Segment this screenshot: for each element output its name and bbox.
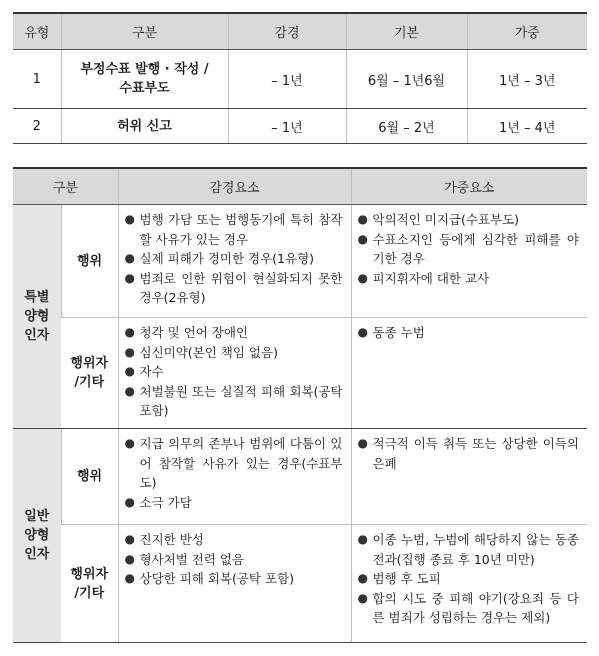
- list-item: ● 심신미약(본인 책임 없음): [125, 343, 343, 363]
- table-row: [13, 109, 587, 144]
- table-row: [13, 525, 587, 643]
- category-line: 부정수표 발행 · 작성 /: [80, 62, 209, 77]
- type-cell: 1: [13, 50, 61, 109]
- list-item: ● 합의 시도 중 피해 야기(강요죄 등 다른 범죄가 성립하는 경우는 제외): [357, 590, 579, 625]
- list-item: ● 청각 및 언어 장애인: [125, 323, 343, 343]
- category-cell: [61, 50, 228, 109]
- group-label-special: [13, 205, 61, 429]
- aggravating-cell: [351, 205, 587, 318]
- header-reduction: 감경: [228, 13, 346, 50]
- subcategory-cell: [61, 205, 118, 318]
- bullet-icon: ●: [124, 494, 135, 509]
- header-category: 구분: [13, 168, 118, 205]
- aggravating-list: [358, 210, 580, 288]
- list-item: ● 적극적 이득 취득 또는 상당한 이득의 은폐: [357, 436, 579, 471]
- subcategory-cell: [61, 318, 118, 429]
- aggravating-list: [358, 434, 580, 473]
- bullet-icon: ●: [124, 325, 135, 339]
- table-row: [13, 318, 587, 429]
- list-item: ● 범행 가담 또는 범행동기에 특히 참작할 사유가 있는 경우: [124, 212, 343, 247]
- reduction-cell: – 1년: [228, 109, 346, 144]
- group-label-line: 일반: [24, 509, 50, 524]
- aggravation-cell: 1년 – 3년: [467, 50, 587, 109]
- type-cell: 2: [13, 109, 61, 144]
- category-line: 허위 신고: [117, 118, 172, 134]
- list-item: ● 형사처벌 전력 없음: [125, 550, 343, 570]
- category-cell: [61, 109, 228, 144]
- bullet-icon: ●: [124, 383, 135, 398]
- table1-header-row: [13, 13, 587, 50]
- header-mitigating: 감경요소: [118, 168, 351, 205]
- header-category: 구분: [61, 13, 228, 50]
- mitigating-cell: [118, 525, 351, 643]
- mitigating-list: [125, 434, 343, 512]
- bullet-icon: ●: [124, 364, 135, 378]
- sentencing-factors-table: [13, 167, 587, 643]
- subcategory-line: /기타: [74, 585, 105, 601]
- list-item: ● 처벌불원 또는 실질적 피해 회복(공탁 포함): [124, 383, 343, 418]
- header-type: 유형: [13, 13, 61, 50]
- aggravating-cell: [351, 318, 587, 429]
- header-basic: 기본: [346, 13, 467, 50]
- list-item: ● 수표소지인 등에게 심각한 피해를 야기한 경우: [357, 231, 579, 266]
- bullet-icon: ●: [124, 551, 135, 566]
- group-label-line: 양형: [24, 528, 50, 543]
- list-item: ● 범행 후 도피: [358, 569, 580, 589]
- list-item: ● 피지휘자에 대한 교사: [358, 269, 580, 289]
- mitigating-cell: [118, 205, 351, 318]
- bullet-icon: ●: [357, 212, 368, 226]
- header-aggravation: 가중: [467, 13, 587, 50]
- group-label-line: 인자: [24, 328, 50, 343]
- bullet-icon: ●: [124, 270, 135, 285]
- sentencing-range-table: [13, 12, 587, 144]
- subcategory-line: 행위: [76, 469, 103, 484]
- bullet-icon: ●: [357, 325, 368, 339]
- bullet-icon: ●: [357, 270, 368, 285]
- list-item: ● 진지한 반성: [125, 530, 343, 550]
- table-row: [13, 50, 587, 109]
- aggravating-cell: [351, 429, 587, 525]
- bullet-icon: ●: [357, 571, 368, 585]
- list-item: ● 지급 의무의 존부나 범위에 다툼이 있어 참작할 사유가 있는 경우(수표부도): [124, 436, 343, 490]
- subcategory-line: 행위자: [70, 356, 109, 371]
- table-row: [13, 205, 587, 318]
- mitigating-list: [125, 530, 343, 589]
- basic-cell: 6월 – 1년6월: [346, 50, 467, 109]
- reduction-cell: – 1년: [228, 50, 346, 109]
- bullet-icon: ●: [124, 212, 135, 226]
- table-row: [13, 429, 587, 525]
- subcategory-cell: [61, 525, 118, 643]
- table2-header-row: [13, 168, 587, 205]
- group-label-line: 인자: [24, 547, 50, 562]
- bullet-icon: ●: [124, 532, 135, 546]
- subcategory-line: /기타: [74, 375, 105, 390]
- aggravating-list: [358, 530, 580, 628]
- mitigating-cell: [118, 429, 351, 525]
- list-item: ● 범죄로 인한 위험이 현실화되지 못한 경우(2유형): [124, 270, 343, 305]
- list-item: ● 악의적인 미지급(수표부도): [358, 210, 580, 230]
- list-item: ● 동종 누범: [358, 323, 580, 343]
- group-label-line: 특별: [24, 290, 50, 305]
- aggravation-cell: 1년 – 4년: [467, 109, 587, 144]
- bullet-icon: ●: [124, 344, 135, 359]
- basic-cell: 6월 – 2년: [346, 109, 467, 144]
- bullet-icon: ●: [124, 251, 135, 265]
- group-label-line: 양형: [24, 309, 50, 324]
- list-item: ● 실제 피해가 경미한 경우(1유형): [125, 249, 343, 269]
- list-item: ● 상당한 피해 회복(공탁 포함): [125, 569, 343, 589]
- mitigating-list: [125, 323, 343, 421]
- bullet-icon: ●: [124, 571, 135, 585]
- subcategory-cell: [61, 429, 118, 525]
- group-label-general: [13, 429, 61, 643]
- bullet-icon: ●: [124, 436, 135, 450]
- category-line: 수표부도: [119, 81, 170, 96]
- list-item: ● 소극 가담: [125, 493, 343, 513]
- list-item: ● 이종 누범, 누범에 해당하지 않는 동종 전과(집행 종료 후 10년 미만): [357, 532, 579, 567]
- subcategory-line: 행위자: [70, 566, 109, 582]
- mitigating-cell: [118, 318, 351, 429]
- bullet-icon: ●: [357, 436, 368, 450]
- bullet-icon: ●: [357, 532, 368, 546]
- subcategory-line: 행위: [76, 253, 103, 269]
- mitigating-list: [125, 210, 343, 308]
- bullet-icon: ●: [357, 590, 368, 605]
- aggravating-cell: [351, 525, 587, 643]
- list-item: ● 자수: [125, 362, 343, 382]
- header-aggravating: 가중요소: [351, 168, 587, 205]
- aggravating-list: [358, 323, 580, 343]
- bullet-icon: ●: [357, 231, 368, 246]
